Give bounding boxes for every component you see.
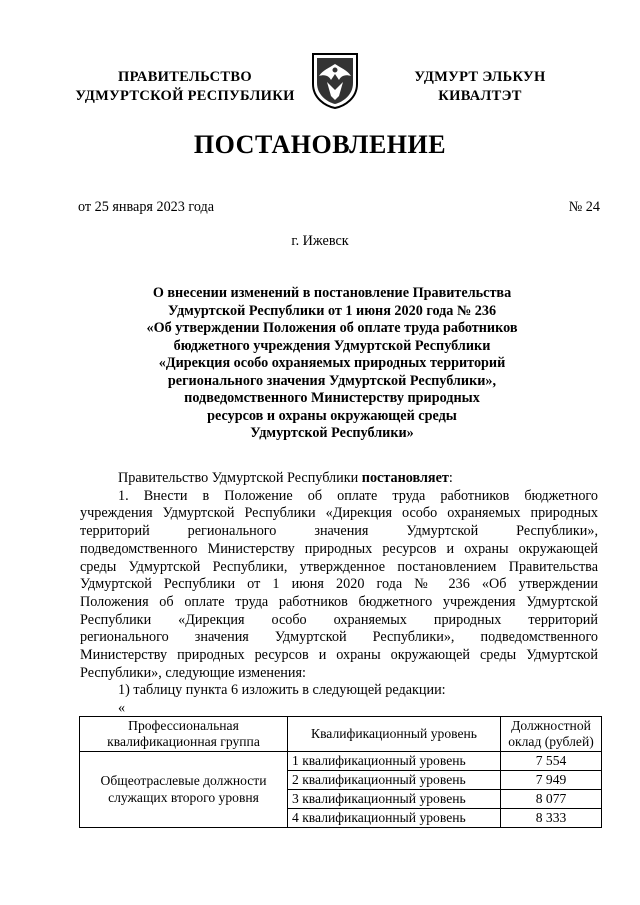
intro-bold-verb: постановляет [361, 470, 449, 486]
table-level-cell: 1 квалификационный уровень [288, 752, 501, 771]
heading-line: Удмуртской Республики» [250, 425, 414, 441]
table-header-cell: Квалификационный уровень [288, 717, 501, 752]
item1-line: подведомственного Министерству природных ресурсов и охраны окружающей [80, 540, 598, 557]
item1-line: территорий регионального значения Удмуртской Республики», [80, 523, 598, 540]
document-body [80, 470, 598, 718]
header-right-line: КИВАЛТЭТ [438, 88, 522, 104]
header-left-line: ПРАВИТЕЛЬСТВО [118, 69, 252, 85]
table-level-cell: 2 квалификационный уровень [288, 771, 501, 790]
government-name-udmurt [380, 68, 580, 106]
salary-table [79, 716, 602, 828]
subitem-1: 1) таблицу пункта 6 изложить в следующей редакции: [118, 682, 446, 699]
table-salary-cell: 8 333 [501, 809, 602, 828]
table-header-row [80, 717, 602, 752]
udmurt-coat-of-arms-icon [309, 50, 361, 110]
item1-line: 1. Внести в Положение об оплате труда работников бюджетного [118, 487, 598, 504]
table-header-cell: Профессиональная квалификационная группа [80, 717, 288, 752]
heading-line: регионального значения Удмуртской Республики», [167, 372, 497, 389]
table-salary-cell: 7 949 [501, 771, 602, 790]
intro-colon: : [448, 470, 453, 486]
heading-line: бюджетного учреждения Удмуртской Республики [173, 337, 491, 354]
heading-line: «Дирекция особо охраняемых природных территорий [158, 355, 506, 371]
document-date: от 25 января 2023 года [78, 199, 215, 215]
item1-line: Положения об оплате труда работников бюджетного учреждения Удмуртской [80, 593, 598, 610]
heading-line: Удмуртской Республики от 1 июня 2020 года № 236 [167, 302, 497, 319]
table-salary-cell: 7 554 [501, 752, 602, 771]
header-left-line: УДМУРТСКОЙ РЕСПУБЛИКИ [75, 88, 295, 104]
table-header-cell: Должностной оклад (рублей) [501, 717, 602, 752]
table-level-cell: 3 квалификационный уровень [288, 790, 501, 809]
table-salary-cell: 8 077 [501, 790, 602, 809]
table-row [80, 752, 602, 771]
document-heading [120, 285, 544, 443]
item1-line: Республики «Дирекция особо охраняемых природных территорий [80, 611, 598, 628]
document-number: № 24 [568, 199, 600, 215]
document-city: г. Ижевск [291, 233, 349, 249]
header-right-line: УДМУРТ ЭЛЬКУН [414, 69, 546, 85]
intro-text: Правительство Удмуртской Республики [118, 470, 362, 486]
heading-line: «Об утверждении Положения об оплате труда работников [146, 320, 518, 336]
item1-line: Республики», следующие изменения: [80, 664, 306, 681]
heading-line: ресурсов и охраны окружающей среды [207, 407, 457, 424]
table-group-cell: Общеотраслевые должности служащих второго уровня [80, 752, 288, 828]
item1-line: среды Удмуртской Республики, утвержденное постановлением Правительства [80, 558, 598, 575]
government-name-russian [60, 68, 310, 106]
heading-line: подведомственного Министерству природных [184, 390, 480, 406]
quote-open: « [118, 700, 126, 717]
item1-line: Министерству природных ресурсов и охраны окружающей среды Удмуртской [80, 647, 598, 664]
document-type-title: ПОСТАНОВЛЕНИЕ [193, 130, 447, 159]
item1-line: Удмуртской Республики от 1 июня 2020 года № 236 «Об утверждении [80, 576, 598, 593]
item1-line: регионального значения Удмуртской Республики», подведомственного [80, 629, 598, 646]
heading-line: О внесении изменений в постановление Правительства [152, 285, 512, 301]
intro-paragraph [80, 470, 598, 488]
item1-line: учреждения Удмуртской Республики «Дирекция особо охраняемых природных [80, 505, 598, 522]
table-level-cell: 4 квалификационный уровень [288, 809, 501, 828]
